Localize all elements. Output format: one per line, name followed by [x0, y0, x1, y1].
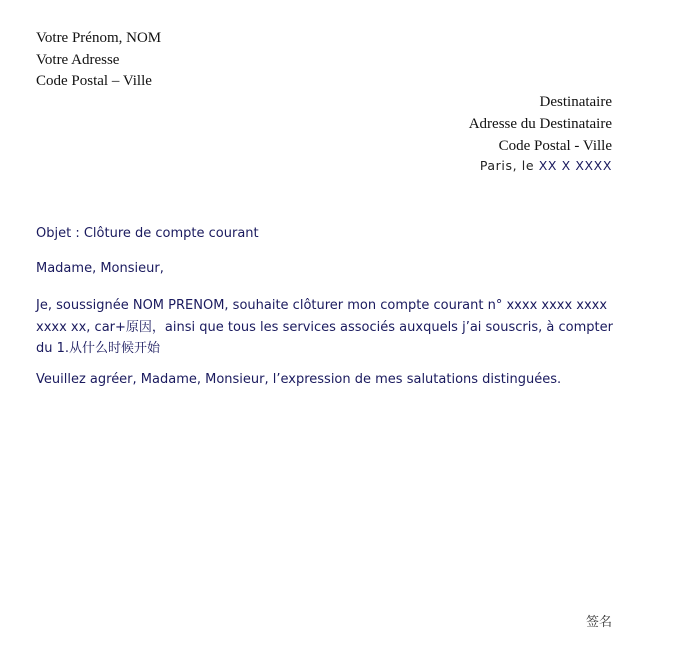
sender-name: Votre Prénom, NOM — [36, 30, 162, 46]
sender-postal-city: Code Postal – Ville — [36, 73, 152, 89]
signature-label: 签名 — [585, 615, 612, 630]
letter-subject: Objet : Clôture de compte courant — [36, 226, 259, 241]
recipient-name: Destinataire — [539, 94, 612, 110]
letter-salutation: Madame, Monsieur, — [36, 261, 164, 276]
letter-closing: Veuillez agréer, Madame, Monsieur, l’expression de mes salutations distinguées. — [36, 372, 562, 387]
sender-block — [36, 28, 161, 93]
date-value: XX X XXXX — [538, 158, 612, 173]
recipient-address: Adresse du Destinataire — [468, 116, 612, 132]
date-place: Paris, le — [479, 158, 539, 173]
recipient-block — [469, 91, 612, 157]
date-line — [480, 158, 612, 173]
letter-body-paragraph: Je, soussignée NOM PRENOM, souhaite clôturer mon compte courant n° xxxx xxxx xxxx xxxx xx, car+原因，ainsi que tous les services associés auxquels j’ai souscris, à compter du 1.从什么时候开始 — [36, 298, 613, 356]
sender-address: Votre Adresse — [36, 51, 120, 68]
recipient-postal-city: Code Postal - Ville — [498, 138, 612, 154]
